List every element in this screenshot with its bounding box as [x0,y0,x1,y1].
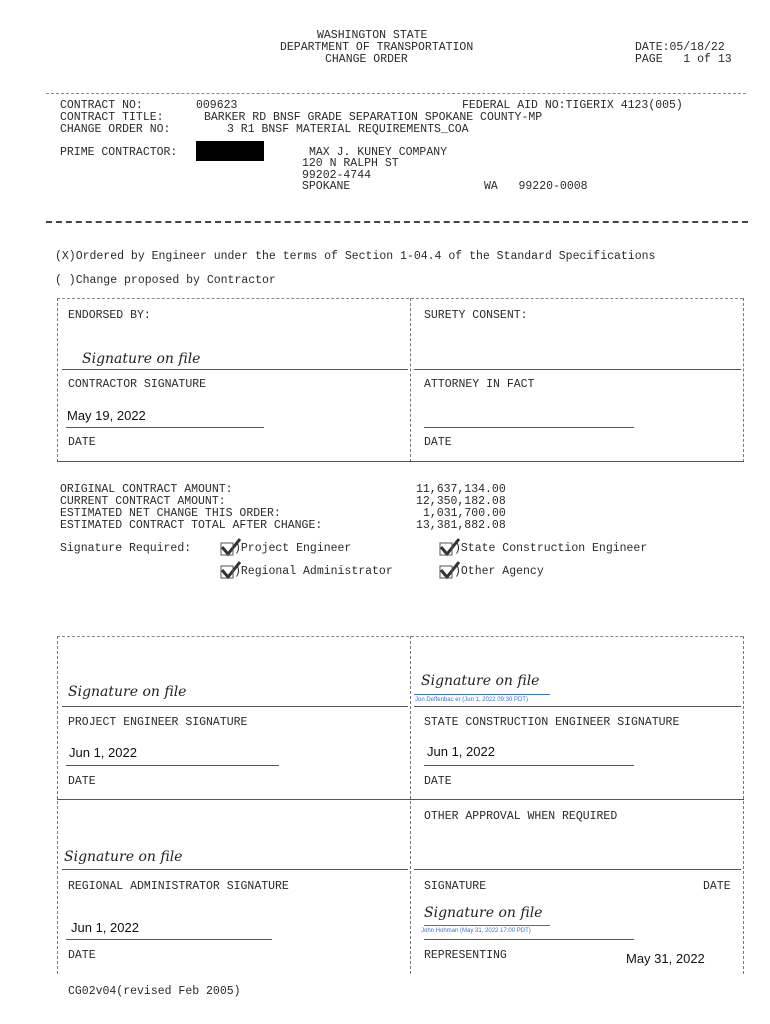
state-construction-engineer-option: )State Construction Engineer [454,542,648,555]
divider-bold [46,221,748,223]
total-after-change-amount: 13,381,882.08 [416,519,506,532]
e-signature-line [414,694,550,695]
contract-no: 009623 [196,99,238,112]
net-change-amount: 1,031,700.00 [423,507,506,520]
signature-line [414,869,741,870]
e-signature-line [424,925,550,926]
box-middle [410,298,411,462]
other-signer-stamp: John Hohman (May 31, 2022 17:00 PDT) [421,928,531,934]
ordered-by-engineer-option: (X)Ordered by Engineer under the terms of Section 1-04.4 of the Standard Specifications [55,250,656,263]
prime-zip: 99202-4744 [302,169,372,182]
other-date-label: DATE [703,880,731,893]
contractor-signed-date: May 19, 2022 [67,408,146,423]
signature-line [62,869,408,870]
box-right [743,298,744,462]
change-order-label: CHANGE ORDER NO: [60,123,171,136]
attorney-in-fact-label: ATTORNEY IN FACT [424,378,535,391]
box-left [57,636,58,974]
federal-aid-no: FEDERAL AID NO:TIGERIX 4123(005) [462,99,683,112]
doc-date: DATE:05/18/22 [635,41,725,54]
box-middle [410,636,411,974]
prime-city: SPOKANE [302,180,351,193]
signature-line [414,706,741,707]
date-line [66,939,272,940]
sce-signature-image: Signature on file [421,673,540,689]
proposed-by-contractor-option: ( )Change proposed by Contractor [55,274,276,287]
other-agency-option: )Other Agency [454,565,544,578]
prime-street: 120 N RALPH ST [302,157,399,170]
box-bottom [57,461,411,462]
project-engineer-signature-label: PROJECT ENGINEER SIGNATURE [68,716,248,729]
other-signature-label: SIGNATURE [424,880,487,893]
date-label: DATE [424,436,452,449]
project-engineer-option: )Project Engineer [234,542,352,555]
form-id: CG02v04(revised Feb 2005) [68,985,241,998]
current-amount: 12,350,182.08 [416,495,506,508]
prime-name: MAX J. KUNEY COMPANY [309,146,448,159]
agency-line-1: WASHINGTON STATE [317,29,428,42]
prime-state-zip: WA 99220-0008 [484,180,588,193]
prime-contractor-label: PRIME CONTRACTOR: [60,146,178,159]
signature-line [424,939,634,940]
original-amount-label: ORIGINAL CONTRACT AMOUNT: [60,483,233,496]
date-line [66,427,264,428]
date-label: DATE [68,775,96,788]
date-line [66,765,279,766]
agency-line-2: DEPARTMENT OF TRANSPORTATION [280,41,474,54]
box-top [57,298,743,299]
regional-administrator-signature-image: Signature on file [64,849,183,865]
signature-required-label: Signature Required: [60,542,192,555]
box-top [57,636,743,637]
sce-date: Jun 1, 2022 [427,744,495,759]
change-order-no: 3 R1 BNSF MATERIAL REQUIREMENTS_COA [227,123,469,136]
redaction-block [196,141,264,161]
doc-type: CHANGE ORDER [325,53,408,66]
sce-signer-stamp: Jon Deffenbac er (Jun 1, 2022 09:30 PDT) [415,697,528,703]
regional-administrator-signature-label: REGIONAL ADMINISTRATOR SIGNATURE [68,880,289,893]
box-bottom [410,461,744,462]
total-after-change-label: ESTIMATED CONTRACT TOTAL AFTER CHANGE: [60,519,323,532]
signature-line [62,369,408,370]
date-label: DATE [68,436,96,449]
signature-line [62,706,408,707]
contractor-signature-image: Signature on file [82,351,201,367]
project-engineer-signature-image: Signature on file [68,684,187,700]
page-number: PAGE 1 of 13 [635,53,732,66]
date-label: DATE [68,949,96,962]
sce-signature-label: STATE CONSTRUCTION ENGINEER SIGNATURE [424,716,680,729]
net-change-label: ESTIMATED NET CHANGE THIS ORDER: [60,507,281,520]
box-right [743,636,744,974]
original-amount: 11,637,134.00 [416,483,506,496]
date-line [424,765,634,766]
regional-administrator-date: Jun 1, 2022 [71,920,139,935]
row-divider [57,799,744,800]
box-left [57,298,58,462]
regional-administrator-option: )Regional Administrator [234,565,393,578]
endorsed-by-label: ENDORSED BY: [68,309,151,322]
other-signature-image: Signature on file [424,905,543,921]
contract-no-label: CONTRACT NO: [60,99,143,112]
date-label: DATE [424,775,452,788]
contractor-signature-label: CONTRACTOR SIGNATURE [68,378,207,391]
current-amount-label: CURRENT CONTRACT AMOUNT: [60,495,226,508]
project-engineer-date: Jun 1, 2022 [69,745,137,760]
contract-title-label: CONTRACT TITLE: [60,111,164,124]
signature-line [414,369,741,370]
other-approval-label: OTHER APPROVAL WHEN REQUIRED [424,810,618,823]
other-approval-date: May 31, 2022 [626,951,705,966]
date-line [424,427,634,428]
representing-label: REPRESENTING [424,949,507,962]
contract-title: BARKER RD BNSF GRADE SEPARATION SPOKANE COUNTY-MP [204,111,543,124]
surety-consent-label: SURETY CONSENT: [424,309,528,322]
divider [46,93,746,94]
